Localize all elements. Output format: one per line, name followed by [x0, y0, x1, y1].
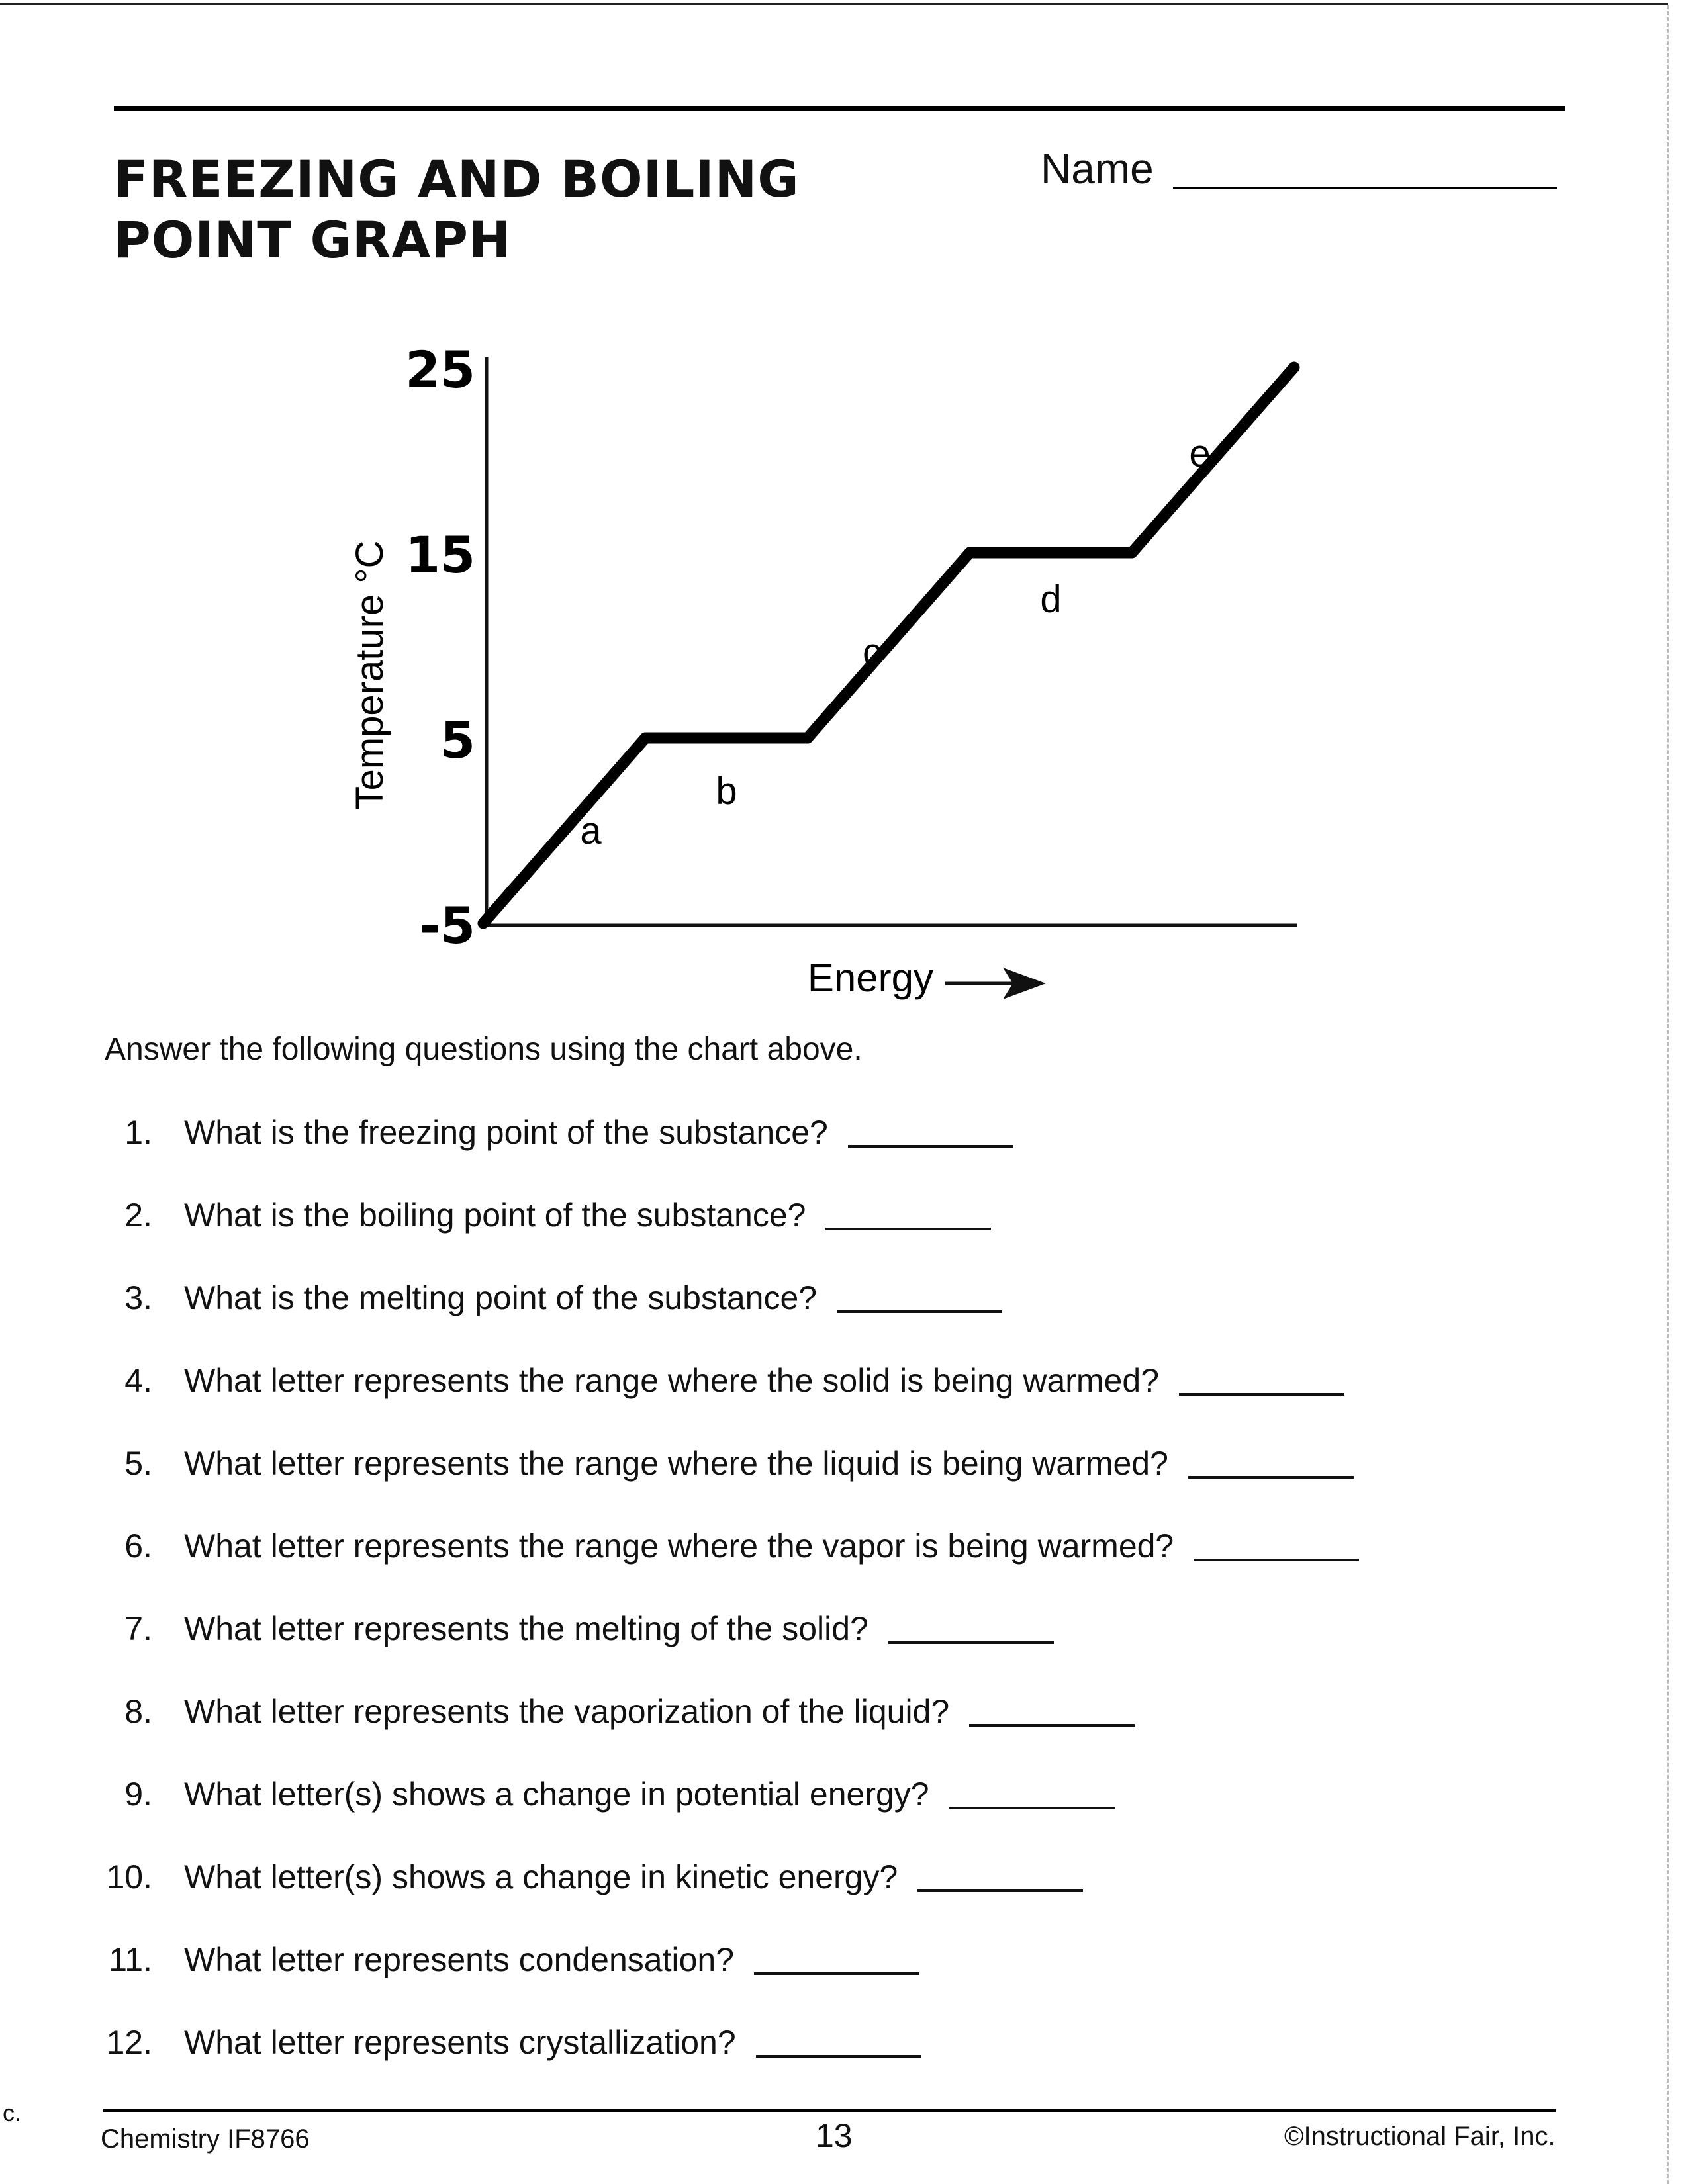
answer-blank[interactable] — [754, 1972, 919, 1975]
answer-blank[interactable] — [1188, 1476, 1354, 1479]
segment-label-a: a — [580, 809, 602, 852]
question-text — [184, 1361, 1344, 1400]
footer-copyright: ©Instructional Fair, Inc. — [1284, 2122, 1556, 2151]
title-line-2: POINT GRAPH — [114, 210, 512, 269]
question-label: What is the boiling point of the substance? — [184, 1197, 806, 1234]
question-number: 12. — [106, 2024, 152, 2061]
name-label: Name — [1041, 145, 1154, 193]
footer-book-code: Chemistry IF8766 — [101, 2124, 310, 2154]
question-label: What letter represents the range where the liquid is being warmed? — [184, 1445, 1168, 1482]
question-number: 6. — [124, 1527, 152, 1565]
segment-label-d: d — [1040, 578, 1062, 621]
chart-marks — [483, 367, 1294, 923]
question-text — [184, 1196, 991, 1234]
footer-rule — [103, 2109, 1556, 2112]
question-number: 4. — [124, 1362, 152, 1399]
segment-c — [808, 553, 970, 738]
question-label: What is the melting point of the substance? — [184, 1279, 818, 1316]
question-label: What letter represents crystallization? — [184, 2024, 736, 2061]
answer-blank[interactable] — [917, 1889, 1083, 1892]
question-number: 5. — [124, 1445, 152, 1482]
question-number: 9. — [124, 1776, 152, 1813]
answer-blank[interactable] — [825, 1228, 991, 1230]
question-label: What letter represents condensation? — [184, 1941, 735, 1978]
question-number: 10. — [106, 1858, 152, 1895]
question-text — [184, 1858, 1083, 1896]
question-number: 7. — [124, 1610, 152, 1647]
question-text — [184, 1527, 1359, 1565]
question-text — [184, 1610, 1054, 1648]
segment-label-b: b — [716, 770, 737, 813]
question-text — [184, 1444, 1354, 1482]
question-text — [184, 1113, 1013, 1152]
answer-blank[interactable] — [837, 1310, 1002, 1313]
segment-label-e: e — [1189, 432, 1211, 475]
question-number: 11. — [109, 1941, 152, 1978]
question-label: What letter represents the range where the solid is being warmed? — [184, 1362, 1159, 1399]
chart-labels — [348, 340, 1211, 1000]
y-tick-label: -5 — [419, 896, 475, 955]
answer-blank[interactable] — [756, 2055, 921, 2058]
answer-blank[interactable] — [949, 1807, 1115, 1809]
page-number: 13 — [816, 2117, 853, 2154]
y-tick-label: 15 — [405, 525, 475, 584]
x-axis-label: Energy — [807, 956, 933, 1000]
y-axis-label: Temperature °C — [348, 540, 391, 810]
segment-label-c: c — [863, 631, 882, 674]
question-number: 1. — [124, 1114, 152, 1151]
question-label: What letter represents the vaporization of the liquid? — [184, 1693, 950, 1730]
question-label: What letter(s) shows a change in kinetic energy? — [184, 1858, 898, 1895]
freezing-boiling-chart — [0, 0, 1688, 1019]
question-label: What letter(s) shows a change in potential energy? — [184, 1776, 929, 1813]
title-line-1: FREEZING AND BOILING — [114, 150, 800, 208]
question-number: 3. — [124, 1279, 152, 1316]
segment-e — [1132, 367, 1294, 553]
question-text — [184, 1692, 1135, 1731]
answer-blank[interactable] — [1179, 1393, 1344, 1396]
segment-a — [483, 738, 645, 923]
instructions-text: Answer the following questions using the chart above. — [105, 1032, 863, 1067]
question-label: What is the freezing point of the substance? — [184, 1114, 828, 1151]
y-tick-label: 25 — [405, 340, 475, 399]
question-label: What letter represents the melting of the solid? — [184, 1610, 868, 1647]
margin-mark: c. — [3, 2099, 22, 2126]
question-text — [184, 1940, 919, 1979]
question-text — [184, 2023, 921, 2062]
answer-blank[interactable] — [969, 1724, 1135, 1727]
answer-blank[interactable] — [848, 1145, 1013, 1148]
question-label: What letter represents the range where the vapor is being warmed? — [184, 1527, 1174, 1565]
question-number: 8. — [124, 1693, 152, 1730]
answer-blank[interactable] — [1194, 1559, 1359, 1561]
y-tick-label: 5 — [440, 711, 475, 770]
question-text — [184, 1775, 1115, 1813]
answer-blank[interactable] — [888, 1641, 1054, 1644]
question-text — [184, 1279, 1002, 1317]
question-number: 2. — [124, 1197, 152, 1234]
